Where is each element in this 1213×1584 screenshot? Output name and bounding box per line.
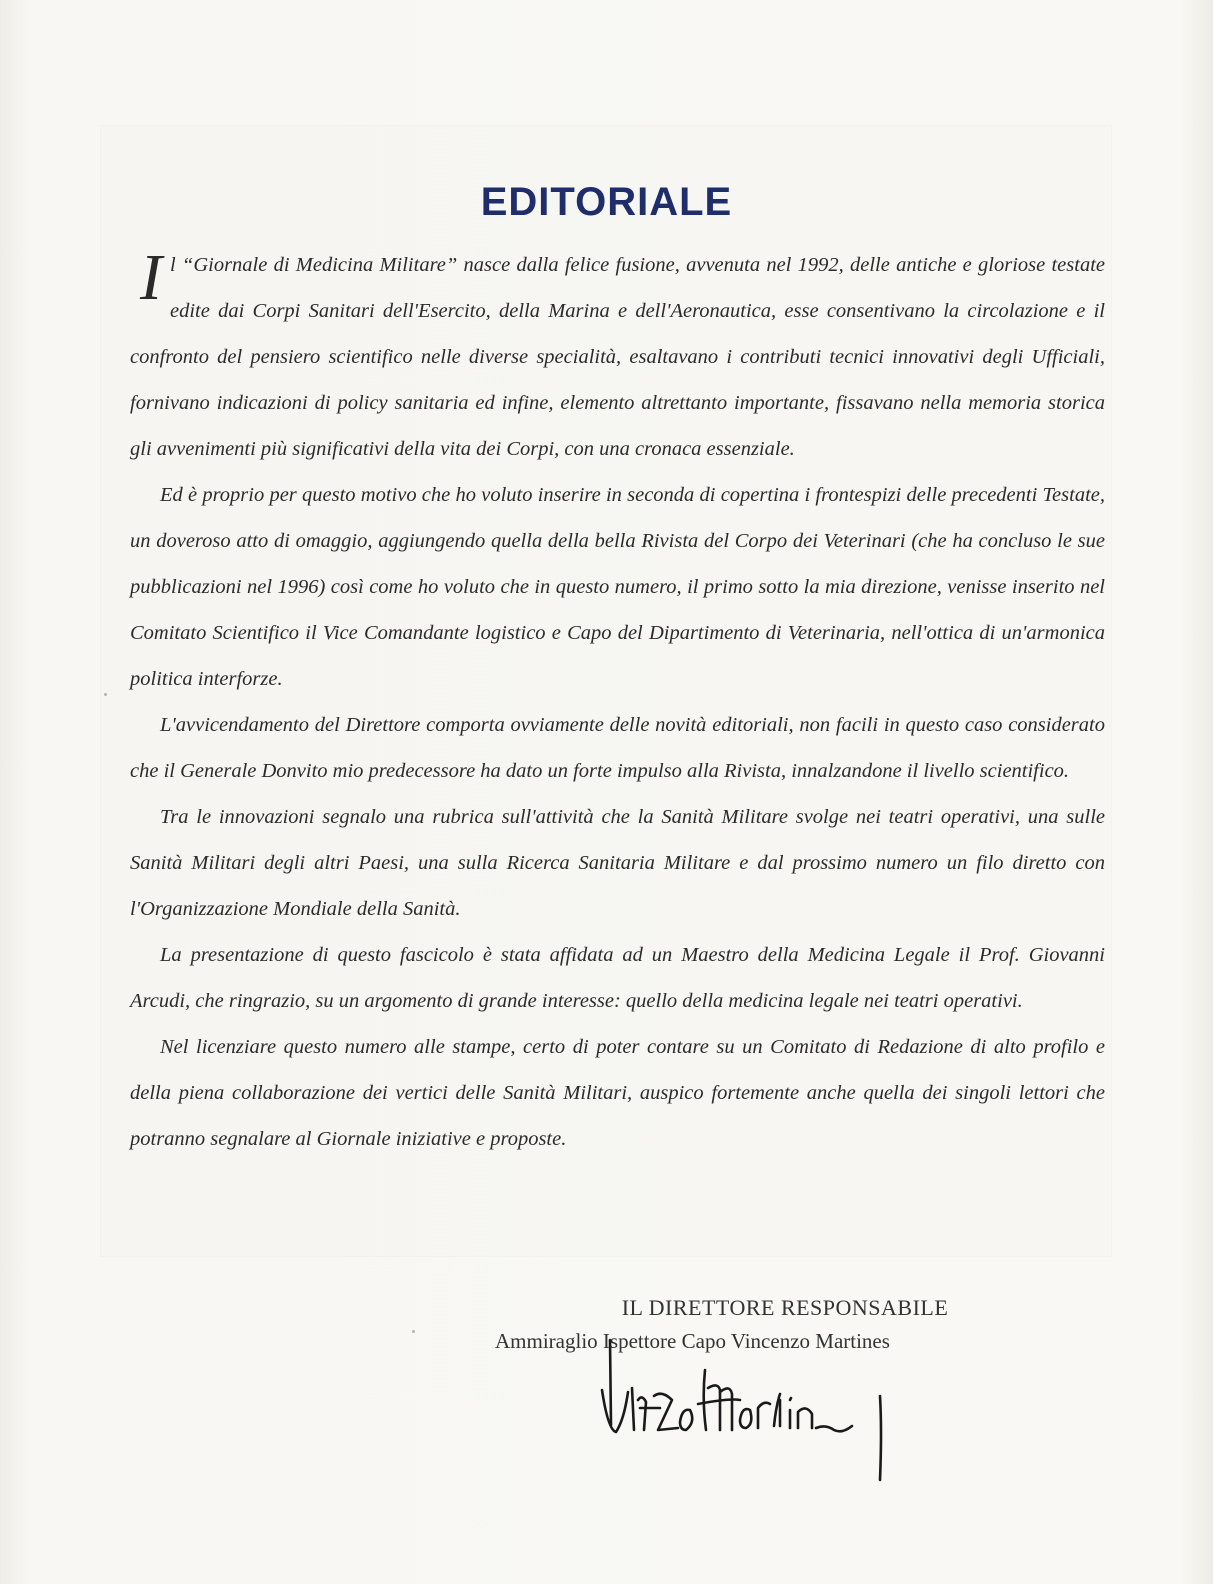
paragraph-text: L'avvicendamento del Direttore comporta ovviamente delle novità editoriali, non facili in questo caso considerato che il Generale Donvito mio predecessore ha dato un forte impulso alla Rivista, innalzandone il livello scientifico. <box>130 714 1105 782</box>
paper-speck <box>104 693 107 696</box>
director-name: Ammiraglio Ispettore Capo Vincenzo Martines <box>495 1329 890 1353</box>
director-role: IL DIRETTORE RESPONSABILE <box>621 1295 949 1320</box>
paragraph-text: Ed è proprio per questo motivo che ho voluto inserire in seconda di copertina i frontespizi delle precedenti Testate, un doveroso atto di omaggio, aggiungendo quella della bella Rivista del Corpo dei Veterinari (che ha concluso le sue pubblicazioni nel 1996) così come ho voluto che in questo numero, il primo sotto la mia direzione, venisse inserito nel Comitato Scientifico il Vice Comandante logistico e Capo del Dipartimento di Veterinaria, nell'ottica di un'armonica politica interforze. <box>130 484 1105 690</box>
paragraph-text: Tra le innovazioni segnalo una rubrica sull'attività che la Sanità Militare svolge nei teatri operativi, una sulle Sanità Militari degli altri Paesi, una sulla Ricerca Sanitaria Militare e dal prossimo numero un filo diretto con l'Organizzazione Mondiale della Sanità. <box>130 806 1105 920</box>
paragraph-2 <box>130 472 1105 702</box>
paragraph-text: La presentazione di questo fascicolo è stata affidata ad un Maestro della Medicina Legale il Prof. Giovanni Arcudi, che ringrazio, su un argomento di grande interesse: quello della medicina legale nei teatri operativi. <box>130 944 1105 1012</box>
paragraph-4 <box>130 794 1105 932</box>
paragraph-3 <box>130 702 1105 794</box>
editorial-body <box>130 242 1105 1162</box>
page-title: EDITORIALE <box>480 180 733 224</box>
paragraph-text: l “Giornale di Medicina Militare” nasce dalla felice fusione, avvenuta nel 1992, delle antiche e gloriose testate edite dai Corpi Sanitari dell'Esercito, della Marina e dell'Aeronautica, esse consentivano la circolazione e il confronto del pensiero scientifico nelle diverse specialità, esaltavano i contributi tecnici innovativi degli Ufficiali, fornivano indicazioni di policy sanitaria ed infine, elemento altrettanto importante, fissavano nella memoria storica gli avvenimenti più significativi della vita dei Corpi, con una cronaca essenziale. <box>130 254 1105 460</box>
paragraph-6 <box>130 1024 1105 1162</box>
paragraph-text: Nel licenziare questo numero alle stampe, certo di poter contare su un Comitato di Redazione di alto profilo e della piena collaborazione dei vertici delle Sanità Militari, auspico fortemente anche quella dei singoli lettori che potranno segnalare al Giornale iniziative e proposte. <box>130 1036 1105 1150</box>
drop-cap: I <box>140 241 162 314</box>
paragraph-1 <box>130 242 1105 472</box>
paper-speck <box>412 1330 415 1333</box>
paragraph-5 <box>130 932 1105 1024</box>
handwritten-signature <box>580 1330 920 1490</box>
